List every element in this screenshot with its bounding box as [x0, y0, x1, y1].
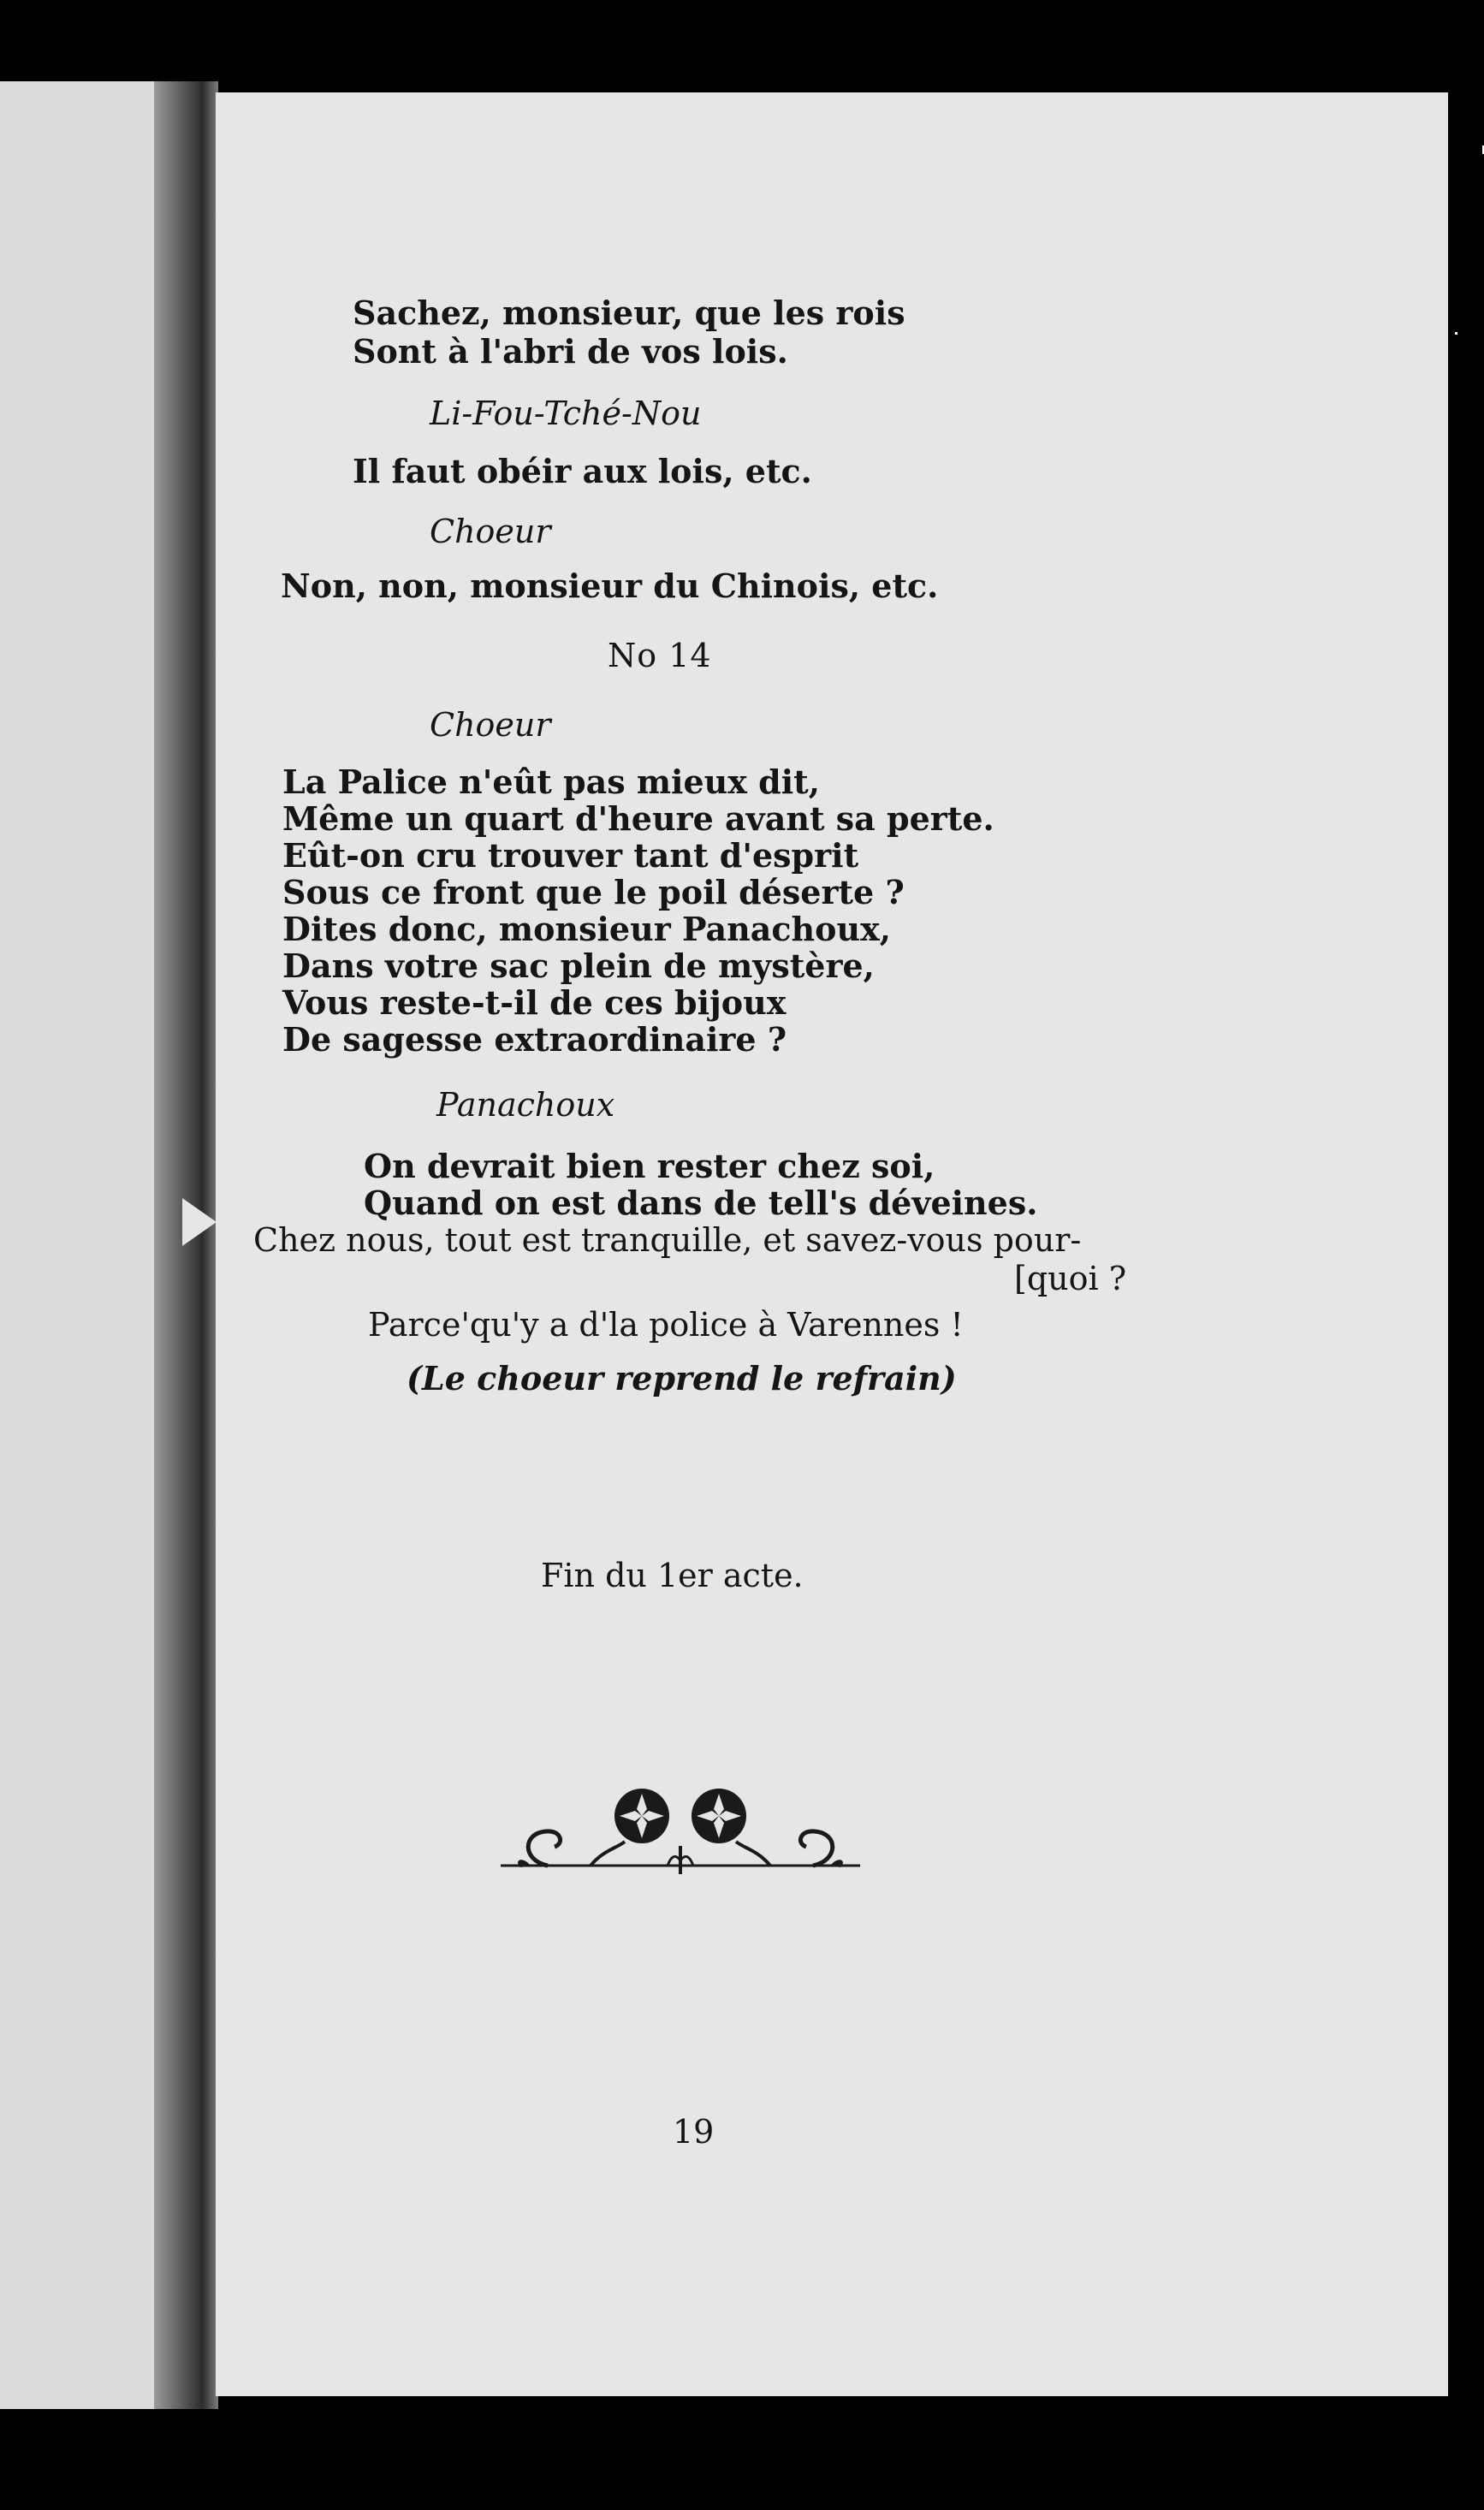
chorus-line: Eût-on cru trouver tant d'esprit	[282, 836, 859, 875]
verse-line: Parce'qu'y a d'la police à Varennes !	[368, 1306, 964, 1344]
verse-line: Sont à l'abri de vos lois.	[353, 332, 788, 371]
page-number: 19	[673, 2113, 715, 2151]
speaker-name: Choeur	[430, 513, 551, 550]
verse-line: Chez nous, tout est tranquille, et savez-vous pour-	[253, 1221, 1082, 1259]
scan-speck	[1455, 332, 1457, 335]
stage-direction: (Le choeur reprend le refrain)	[407, 1359, 957, 1397]
chorus-line: Dans votre sac plein de mystère,	[282, 946, 875, 985]
chorus-line: Même un quart d'heure avant sa perte.	[282, 799, 994, 838]
floral-ornament-icon	[496, 1782, 864, 1876]
chorus-line: Vous reste-t-il de ces bijoux	[282, 983, 787, 1022]
chorus-line: Dites donc, monsieur Panachoux,	[282, 910, 891, 948]
page-notch	[182, 1198, 217, 1246]
speaker-name: Li-Fou-Tché-Nou	[430, 395, 702, 432]
verse-line: Non, non, monsieur du Chinois, etc.	[281, 567, 939, 605]
chorus-line: De sagesse extraordinaire ?	[282, 1020, 787, 1059]
verse-line-continuation: [quoi ?	[1014, 1260, 1127, 1297]
verse-line: Il faut obéir aux lois, etc.	[353, 452, 812, 490]
verse-line: Quand on est dans de tell's déveines.	[364, 1184, 1038, 1222]
chorus-line: Sous ce front que le poil déserte ?	[282, 873, 905, 911]
verse-line: Sachez, monsieur, que les rois	[353, 294, 905, 332]
speaker-name: Choeur	[430, 706, 551, 744]
chorus-line: La Palice n'eût pas mieux dit,	[282, 762, 820, 801]
act-end: Fin du 1er acte.	[541, 1557, 804, 1594]
verse-line: On devrait bien rester chez soi,	[364, 1147, 935, 1185]
section-number: No 14	[608, 637, 712, 674]
speaker-name: Panachoux	[436, 1086, 615, 1124]
